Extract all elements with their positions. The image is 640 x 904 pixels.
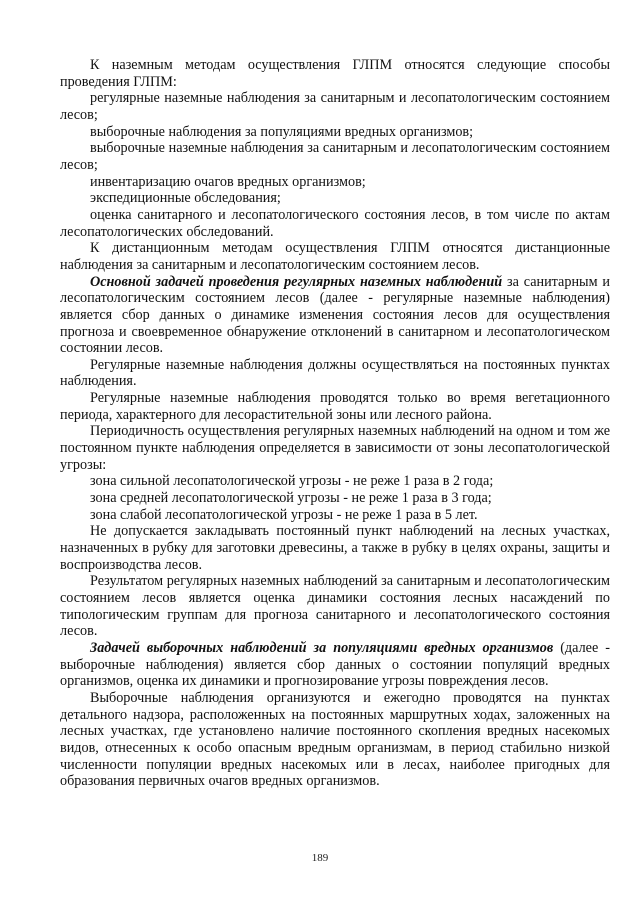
paragraph-text: (далее - выборочные наблюдения) является сбор данных о состоянии популяций вредных организмов, оценка их динамики и прогнозирование угрозы повреждения лесов. xyxy=(60,639,611,690)
paragraph xyxy=(60,640,610,690)
paragraph: Регулярные наземные наблюдения проводятся только во время вегетационного периода, характерного для лесорастительной зоны или лесного района. xyxy=(60,390,610,423)
list-item: зона сильной лесопатологической угрозы - не реже 1 раза в 2 года; xyxy=(90,473,494,490)
list-item: инвентаризацию очагов вредных организмов; xyxy=(90,173,366,190)
paragraph xyxy=(60,274,610,357)
paragraph: К дистанционным методам осуществления ГЛПМ относятся дистанционные наблюдения за санитарным и лесопатологическим состоянием лесов. xyxy=(60,240,610,273)
emphasis-text: Задачей выборочных наблюдений за популяциями вредных организмов xyxy=(90,639,554,656)
list-item: зона средней лесопатологической угрозы - не реже 1 раза в 3 года; xyxy=(90,490,492,507)
paragraph: Регулярные наземные наблюдения должны осуществляться на постоянных пунктах наблюдения. xyxy=(60,356,610,390)
emphasis-text: Основной задачей проведения регулярных наземных наблюдений xyxy=(90,273,503,290)
paragraph: Не допускается закладывать постоянный пункт наблюдений на лесных участках, назначенных в рубку для заготовки древесины, а также в рубку в целях охраны, защиты и воспроизводства лесов. xyxy=(60,523,610,573)
paragraph-text: за санитарным и лесопатологическим состоянием лесов (далее - регулярные наземные наблюдения) является сбор данных о динамике изменения состояния лесов для осуществления прогноза и своевременное обнаружение отклонений в санитарном и лесопатологическом состоянии лесов. xyxy=(60,273,610,357)
list-item: выборочные наблюдения за популяциями вредных организмов; xyxy=(90,123,474,140)
list-item: оценка санитарного и лесопатологического состояния лесов, в том числе по актам лесопатологических обследований. xyxy=(60,206,610,240)
list-item: зона слабой лесопатологической угрозы - не реже 1 раза в 5 лет. xyxy=(90,506,478,523)
paragraph: К наземным методам осуществления ГЛПМ относятся следующие способы проведения ГЛПМ: xyxy=(60,57,610,90)
list-item: экспедиционные обследования; xyxy=(90,190,281,207)
paragraph: Результатом регулярных наземных наблюдений за санитарным и лесопатологическим состоянием лесов является оценка динамики состояния лесных насаждений по типологическим группам для прогноза санитарного и лесопатологического состояния лесов. xyxy=(60,573,610,640)
page-number: 189 xyxy=(311,852,329,864)
paragraph: Выборочные наблюдения организуются и ежегодно проводятся на пунктах детального надзора, расположенных на постоянных маршрутных ходах, заложенных на лесных участках, где установлено наличие постоянного скопления вредных насекомых видов, отнесенных к особо опасным вредным организмам, в период стабильно низкой численности популяции вредных насекомых или в лесах, наиболее пригодных для образования первичных очагов вредных организмов. xyxy=(60,689,610,790)
list-item: выборочные наземные наблюдения за санитарным и лесопатологическим состоянием лесов; xyxy=(60,140,610,173)
list-item: регулярные наземные наблюдения за санитарным и лесопатологическим состоянием лесов; xyxy=(60,90,610,123)
document-body xyxy=(60,57,610,790)
paragraph: Периодичность осуществления регулярных наземных наблюдений на одном и том же постоянном пункте наблюдения определяется в зависимости от зоны лесопатологической угрозы: xyxy=(60,423,610,473)
